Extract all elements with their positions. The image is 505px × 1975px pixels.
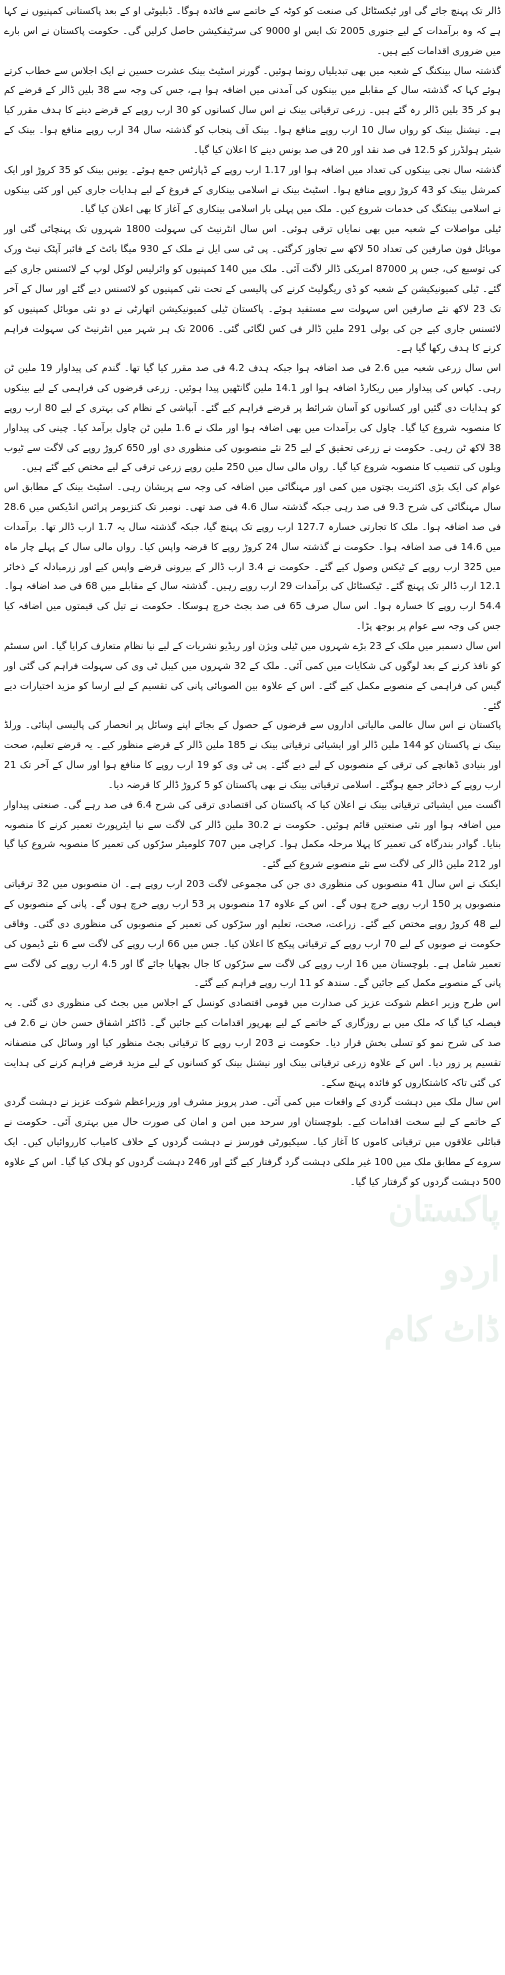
article-paragraph: گذشتہ سال بینکنگ کے شعبہ میں بھی تبدیلیاں رونما ہوئیں۔ گورنر اسٹیٹ بینک عشرت حسین نے ایک اجلاس سے خطاب کرتے ہوئے کہا کہ گذشتہ سال کے مقابلے میں بینکوں کی آمدنی میں اضافہ ہوا ہے، جس کی وجہ سے 38 بلین ڈالر کے قرضے کم ہو کر 35 بلین ڈالر رہ گئے ہیں۔ زرعی ترقیاتی بینک نے اس سال کسانوں کو 30 ارب روپے کے قرضے دینے کا ہدف مقرر کیا ہے۔ نیشنل بینک کو رواں سال 10 ارب روپے منافع ہوا۔ بینک آف پنجاب کو گذشتہ سال 34 ارب روپے منافع ہوا۔ بینک کے شیئر ہولڈرز کو 12.5 فی صد نقد اور 20 فی صد بونس دینے کا اعلان کیا گیا۔ (4, 65, 502, 156)
article-paragraph: اس سال ملک میں دہشت گردی کے واقعات میں کمی آئی۔ صدر پرویز مشرف اور وزیراعظم شوکت عزیز نے دہشت گردی کے خاتمے کے لیے سخت اقدامات کیے۔ بلوچستان اور سرحد میں امن و امان کی صورت حال میں بہتری آئی۔ حکومت نے قبائلی علاقوں میں ترقیاتی کاموں کا آغاز کیا۔ سیکیورٹی فورسز نے دہشت گردوں کے خلاف کامیاب کارروائیاں کیں۔ ایک سروے کے مطابق ملک میں 100 غیر ملکی دہشت گرد گرفتار کیے گئے اور 246 دہشت گردوں کو ہلاک کیا گیا۔ اس کے علاوہ 500 دہشت گردوں کو گرفتار کیا گیا۔ (4, 1097, 501, 1188)
article-paragraph: ایکنک نے اس سال 41 منصوبوں کی منظوری دی جن کی مجموعی لاگت 203 ارب روپے ہے۔ ان منصوبوں میں 32 ترقیاتی منصوبوں پر 150 ارب روپے خرچ ہوں گے۔ اس کے علاوہ 17 منصوبوں پر 53 ارب روپے خرچ ہوں گے۔ پانی کے منصوبوں کے لیے 48 کروڑ روپے مختص کیے گئے۔ زراعت، صحت، تعلیم اور سڑکوں کی تعمیر کے منصوبوں کی منظوری دی گئی۔ وفاقی حکومت نے صوبوں کے لیے 70 ارب روپے کے ترقیاتی پیکج کا اعلان کیا۔ جس میں 66 ارب روپے کی لاگت سے 6 نئے ڈیموں کی تعمیر شامل ہے۔ بلوچستان میں 16 ارب روپے کی لاگت سے سڑکوں کا جال بچھایا جائے گا اور 4.5 ارب روپے کی لاگت سے پانی کے منصوبے مکمل کیے جائیں گے۔ سندھ کو 11 ارب روپے فراہم کیے گئے۔ (4, 879, 502, 990)
article-paragraph: گذشتہ سال نجی بینکوں کی تعداد میں اضافہ ہوا اور 1.17 ارب روپے کے ڈپازٹس جمع ہوئے۔ یونین بینک کو 35 کروڑ اور ایک کمرشل بینک کو 43 کروڑ روپے منافع ہوا۔ اسٹیٹ بینک نے اسلامی بینکاری کے فروغ کے لیے ہدایات جاری کیں اور کئی بینکوں نے اسلامی بینکنگ کی خدمات شروع کیں۔ ملک میں پہلی بار اسلامی بینکاری کے آغاز کا بھی اعلان کیا گیا۔ (4, 164, 501, 216)
article-paragraph: اس سال زرعی شعبہ میں 2.6 فی صد اضافہ ہوا جبکہ ہدف 4.2 فی صد مقرر کیا گیا تھا۔ گندم کی پیداوار 19 ملین ٹن رہی۔ کپاس کی پیداوار میں ریکارڈ اضافہ ہوا اور 14.1 ملین گانٹھیں پیدا ہوئیں۔ زرعی قرضوں کی فراہمی کے لیے بینکوں کو ہدایات دی گئیں اور کسانوں کو آسان شرائط پر قرضے فراہم کیے گئے۔ آبپاشی کے نظام کی بہتری کے لیے 80 ارب روپے کا منصوبہ شروع کیا گیا۔ چاول کی برآمدات میں بھی اضافہ ہوا اور ملک نے 1.6 ملین ٹن چاول برآمد کیا۔ چینی کی پیداوار 38 لاکھ ٹن رہی۔ حکومت نے زرعی تحقیق کے لیے 25 نئے منصوبوں کی منظوری دی اور 650 کروڑ روپے کی لاگت سے ٹیوب ویلوں کی تنصیب کا منصوبہ شروع کیا گیا۔ رواں مالی سال میں 250 ملین روپے زرعی ترقی کے لیے مختص کیے گئے ہیں۔ (4, 363, 502, 474)
article-paragraph: عوام کی ایک بڑی اکثریت بچتوں میں کمی اور مہنگائی میں اضافہ کی وجہ سے پریشان رہی۔ اسٹیٹ بینک کے مطابق اس سال مہنگائی کی شرح 9.3 فی صد رہی جبکہ گذشتہ سال 4.6 فی صد تھی۔ نومبر تک کنزیومر پرائس انڈیکس میں 28.6 فی صد اضافہ ہوا۔ ملک کا تجارتی خسارہ 127.7 ارب روپے تک پہنچ گیا، جبکہ گذشتہ سال یہ 1.7 ارب ڈالر تھا۔ برآمدات میں 14.6 فی صد اضافہ ہوا۔ حکومت نے گذشتہ سال 24 کروڑ روپے کا قرضہ واپس کیا۔ رواں مالی سال کے پہلے چار ماہ میں 325 ارب روپے کے ٹیکس وصول کیے گئے۔ حکومت نے 3.4 ارب ڈالر کے بیرونی قرضے واپس کیے اور زرمبادلہ کے ذخائر 12.1 ارب ڈالر تک پہنچ گئے۔ ٹیکسٹائل کی برآمدات 29 ارب روپے رہیں۔ گذشتہ سال کے مقابلے میں 68 فی صد اضافہ ہوا۔ 54.4 ارب روپے کا خسارہ ہوا۔ اس سال صرف 65 فی صد بجٹ خرچ ہوسکا۔ حکومت نے تیل کی قیمتوں میں اضافہ کیا جس کی وجہ سے عوام پر بوجھ پڑا۔ (4, 482, 502, 633)
article-paragraph: ڈالر تک پہنچ جائے گی اور ٹیکسٹائل کی صنعت کو کوٹہ کے خاتمے سے فائدہ ہوگا۔ ڈبلیوٹی او کے بعد پاکستانی کمپنیوں نے کہا ہے کہ وہ برآمدات کے لیے جنوری 2005 تک ایس او 9000 کی سرٹیفکیشن حاصل کرلیں گی۔ حکومت پاکستان نے اس بارے میں ضروری اقدامات کیے ہیں۔ (4, 6, 502, 57)
article-paragraph: پاکستان نے اس سال عالمی مالیاتی اداروں سے قرضوں کے حصول کے بجائے اپنے وسائل پر انحصار کی پالیسی اپنائی۔ ورلڈ بینک نے پاکستان کو 144 ملین ڈالر اور ایشیائی ترقیاتی بینک نے 185 ملین ڈالر کے قرضے منظور کیے۔ یہ قرضے تعلیم، صحت اور بنیادی ڈھانچے کی ترقی کے منصوبوں کے لیے دیے گئے۔ پی ٹی وی کو 19 ارب روپے کا منافع ہوا اور سال کے آخر تک 21 ارب روپے کے ذخائر جمع ہوگئے۔ اسلامی ترقیاتی بینک نے بھی پاکستان کو 5 کروڑ ڈالر کا قرضہ دیا۔ (4, 720, 501, 791)
watermark-word: پاکستان (388, 1190, 500, 1230)
watermark-word: اردو (442, 1250, 500, 1290)
article-paragraph: اگست میں ایشیائی ترقیاتی بینک نے اعلان کیا کہ پاکستان کی اقتصادی ترقی کی شرح 6.4 فی صد رہے گی۔ صنعتی پیداوار میں اضافہ ہوا اور نئی صنعتیں قائم ہوئیں۔ حکومت نے 30.2 ملین ڈالر کی لاگت سے نیا ایئرپورٹ تعمیر کرنے کا منصوبہ بنایا۔ گوادر بندرگاہ کی تعمیر کا پہلا مرحلہ مکمل ہوا۔ کراچی میں 707 کلومیٹر سڑکوں کی تعمیر کا منصوبہ شروع کیا گیا اور 212 ملین ڈالر کی لاگت سے نئے منصوبے شروع کیے گئے۔ (4, 799, 501, 871)
article-paragraph: ٹیلی مواصلات کے شعبہ میں بھی نمایاں ترقی ہوئی۔ اس سال انٹرنیٹ کی سہولت 1800 شہروں تک پہنچائی گئی اور موبائل فون صارفین کی تعداد 50 لاکھ سے تجاوز کرگئی۔ پی ٹی سی ایل نے ملک کے 930 میگا بائٹ کے فائبر آپٹک نیٹ ورک کی توسیع کی، جس پر 87000 امریکی ڈالر لاگت آئی۔ ملک میں 140 کمپنیوں کو وائرلیس لوکل لوپ کے لائسنس جاری کیے گئے۔ ٹیلی کمیونیکیشن کے شعبہ کو ڈی ریگولیٹ کرنے کی پالیسی کے تحت نئی کمپنیوں کو لائسنس دیے گئے اور سال کے آخر تک 23 لاکھ نئے صارفین اس سہولت سے مستفید ہوئے۔ پاکستان ٹیلی کمیونیکیشن اتھارٹی نے دو نئی موبائل کمپنیوں کو لائسنس جاری کیے جن کی بولی 291 ملین ڈالر فی کس لگائی گئی۔ 2006 تک ہر شہر میں انٹرنیٹ کی سہولت فراہم کرنے کا ہدف رکھا گیا ہے۔ (4, 224, 501, 355)
article-body (4, 2, 501, 1971)
watermark-word: ڈاٹ کام (383, 1310, 500, 1350)
article-paragraph: اس سال دسمبر میں ملک کے 23 بڑے شہروں میں ٹیلی ویژن اور ریڈیو نشریات کے لیے نیا نظام متعارف کرایا گیا۔ اس سسٹم کو نافذ کرنے کے بعد لوگوں کی شکایات میں کمی آئی۔ ملک کے 32 شہروں میں کیبل ٹی وی کی سہولت فراہم کی گئی اور گیس کی فراہمی کے منصوبے مکمل کیے گئے۔ اس کے علاوہ بین الصوبائی پانی کی تقسیم کے لیے ارسا کو مزید اختیارات دیے گئے۔ (4, 641, 501, 712)
article-paragraph: اس طرح وزیر اعظم شوکت عزیز کی صدارت میں قومی اقتصادی کونسل کے اجلاس میں بجٹ کی منظوری دی گئی۔ یہ فیصلہ کیا گیا کہ ملک میں بے روزگاری کے خاتمے کے لیے بھرپور اقدامات کیے جائیں گے۔ ڈاکٹر اشفاق حسن خان نے 2.6 فی صد کی شرح نمو کو تسلی بخش قرار دیا۔ حکومت نے 203 ارب روپے کا ترقیاتی بجٹ منظور کیا اور وسائل کی منصفانہ تقسیم پر زور دیا۔ اس کے علاوہ زرعی ترقیاتی بینک اور نیشنل بینک کو کسانوں کے لیے مزید قرضے فراہم کرنے کی ہدایت کی گئی تاکہ کاشتکاروں کو فائدہ پہنچ سکے۔ (4, 998, 501, 1089)
